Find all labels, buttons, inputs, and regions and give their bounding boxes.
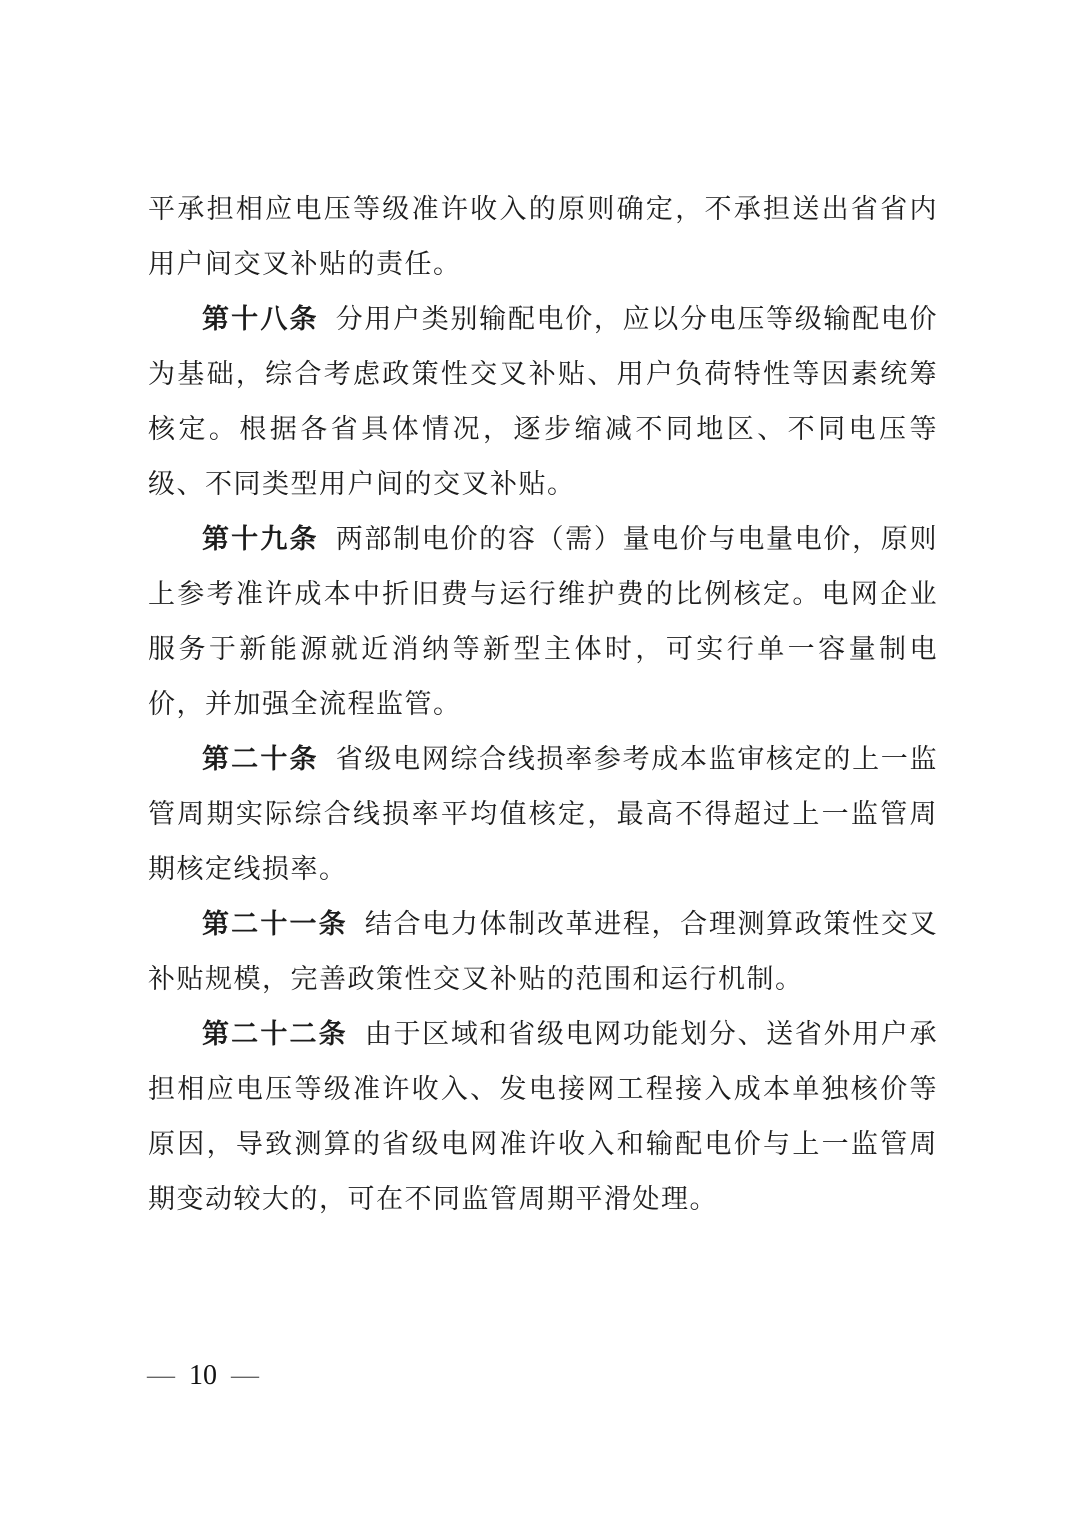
article-18-text: 分用户类别输配电价，应以分电压等级输配电价为基础，综合考虑政策性交叉补贴、用户负荷特性等因素统筹核定。根据各省具体情况，逐步缩减不同地区、不同电压等级、不同类型用户间的交叉补贴。	[148, 304, 938, 499]
article-20-text: 省级电网综合线损率参考成本监审核定的上一监管周期实际综合线损率平均值核定，最高不得超过上一监管周期核定线损率。	[148, 744, 938, 884]
article-22-number: 第二十二条	[202, 1019, 348, 1049]
article-22-text: 由于区域和省级电网功能划分、送省外用户承担相应电压等级准许收入、发电接网工程接入成本单独核价等原因，导致测算的省级电网准许收入和输配电价与上一监管周期变动较大的，可在不同监管周期平滑处理。	[148, 1019, 939, 1214]
footer-dash-left: —	[147, 1360, 175, 1391]
page-footer	[147, 1356, 259, 1396]
page-number: 10	[189, 1360, 217, 1391]
article-18-number: 第十八条	[202, 304, 319, 334]
article-19-text: 两部制电价的容（需）量电价与电量电价，原则上参考准许成本中折旧费与运行维护费的比例核定。电网企业服务于新能源就近消纳等新型主体时，可实行单一容量制电价，并加强全流程监管。	[148, 524, 938, 719]
document-body	[148, 182, 938, 1227]
footer-dash-right: —	[231, 1360, 259, 1391]
article-19-number: 第十九条	[202, 524, 319, 554]
paragraph-article-18	[148, 292, 938, 512]
paragraph-article-20	[148, 732, 938, 897]
article-21-number: 第二十一条	[202, 909, 348, 939]
paragraph-text: 平承担相应电压等级准许收入的原则确定，不承担送出省省内用户间交叉补贴的责任。	[148, 194, 938, 279]
paragraph-article-22	[148, 1007, 938, 1227]
paragraph-article-19	[148, 512, 938, 732]
paragraph-continuation	[148, 182, 938, 292]
article-21-text: 结合电力体制改革进程，合理测算政策性交叉补贴规模，完善政策性交叉补贴的范围和运行机制。	[148, 909, 939, 994]
paragraph-article-21	[148, 897, 938, 1007]
article-20-number: 第二十条	[202, 744, 319, 774]
